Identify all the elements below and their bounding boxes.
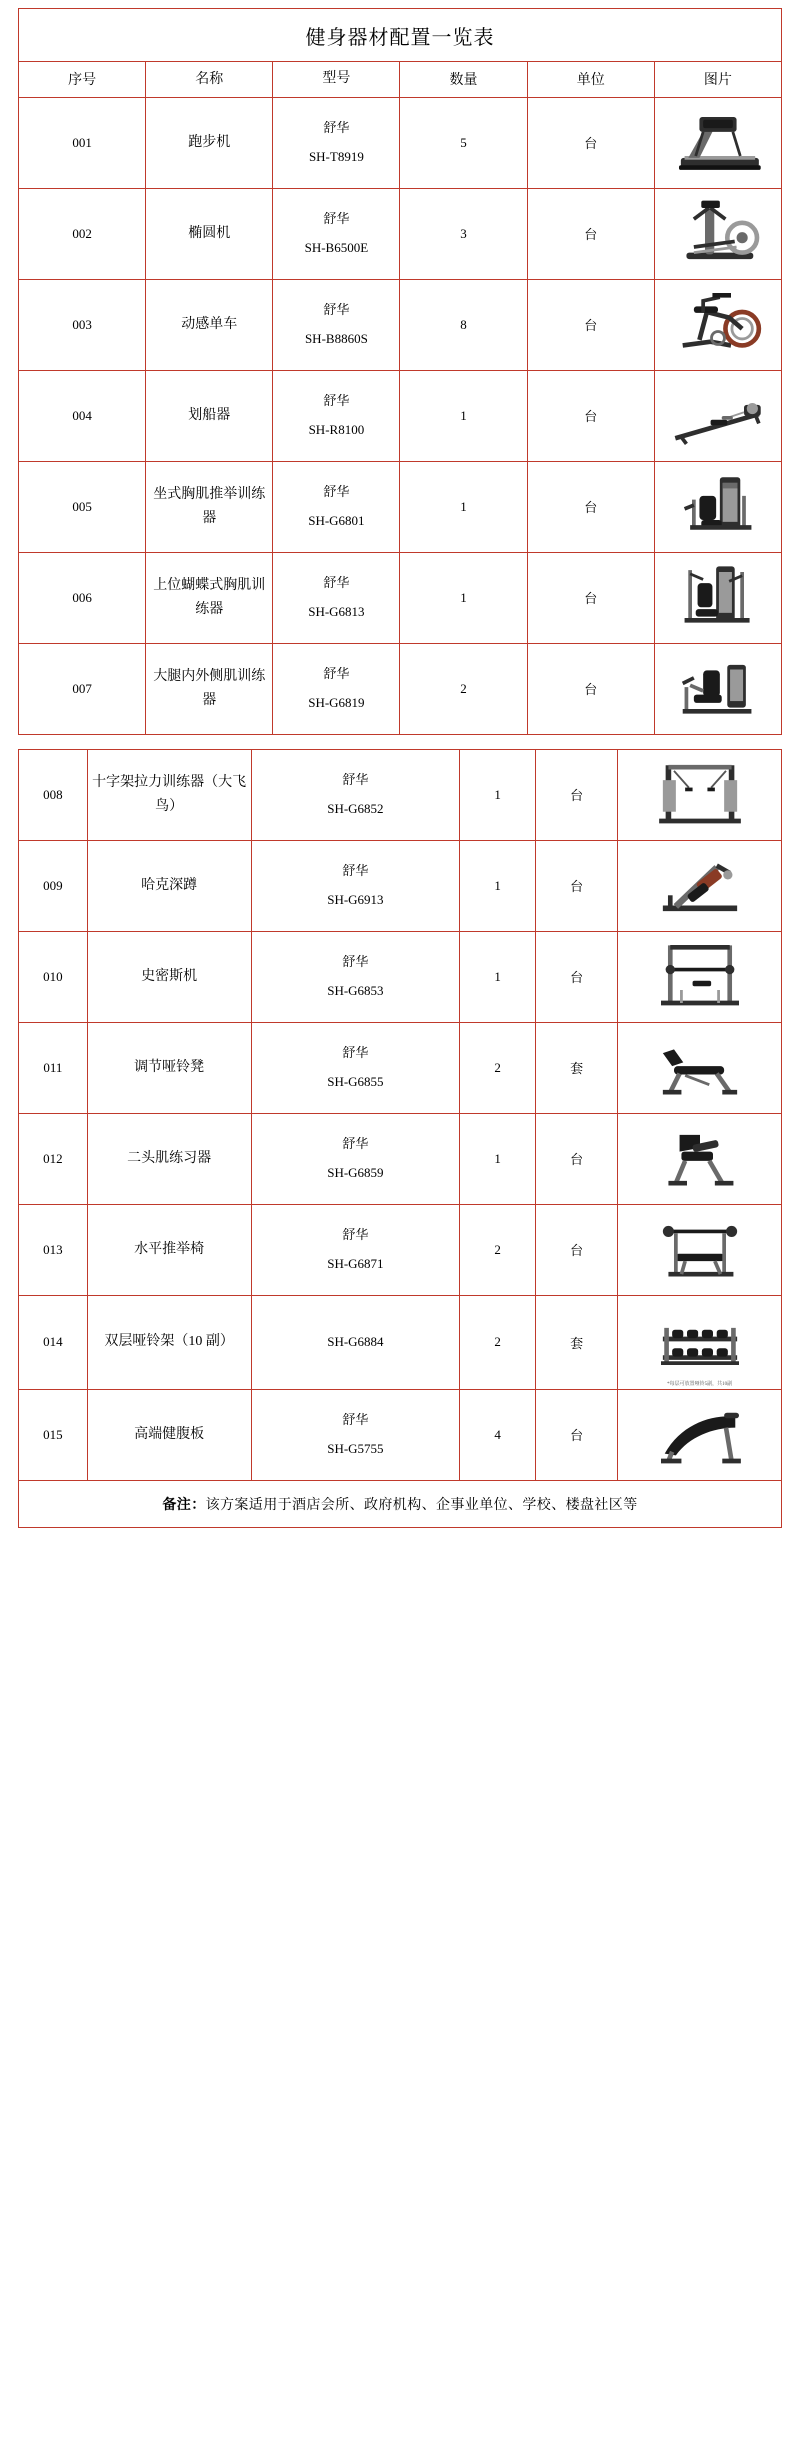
cell-model [273, 188, 400, 279]
spin-bike-photo [662, 286, 774, 364]
cell-model [273, 279, 400, 370]
cell-image [618, 931, 782, 1022]
cell-qty: 5 [400, 97, 527, 188]
model-brand: 舒华 [323, 666, 350, 682]
cell-qty: 8 [400, 279, 527, 370]
cell-unit: 台 [527, 97, 654, 188]
cell-name: 水平推举椅 [87, 1204, 251, 1295]
model-code: SH-R8100 [308, 421, 365, 437]
cell-qty: 1 [460, 931, 536, 1022]
model-brand: 舒华 [323, 120, 350, 136]
cell-no: 010 [19, 931, 88, 1022]
cell-unit: 套 [535, 1022, 617, 1113]
cell-unit: 台 [535, 840, 617, 931]
table-row [19, 931, 782, 1022]
elliptical-photo [662, 195, 774, 273]
cell-name: 二头肌练习器 [87, 1113, 251, 1204]
cell-name: 跑步机 [146, 97, 273, 188]
cell-qty: 1 [400, 370, 527, 461]
column-header-image: 图片 [654, 62, 781, 98]
cell-unit: 台 [535, 931, 617, 1022]
model-code: SH-G6853 [327, 982, 384, 998]
chest-press-photo [662, 468, 774, 546]
cell-unit: 台 [535, 1389, 617, 1480]
cell-qty: 4 [460, 1389, 536, 1480]
hip-adductor-photo [662, 650, 774, 728]
cell-image [654, 643, 781, 734]
table-row [19, 840, 782, 931]
cell-qty: 1 [460, 1113, 536, 1204]
cell-no: 002 [19, 188, 146, 279]
model-code: SH-G6819 [308, 694, 365, 710]
cell-model [251, 1389, 460, 1480]
column-header-qty: 数量 [400, 62, 527, 98]
cell-image [618, 749, 782, 840]
cell-image [618, 1295, 782, 1389]
cell-qty: 2 [460, 1022, 536, 1113]
model-brand: 舒华 [323, 575, 350, 591]
model-code: SH-B8860S [304, 330, 368, 346]
cell-unit: 台 [535, 749, 617, 840]
biceps-curl-bench-photo [644, 1120, 756, 1198]
cell-no: 001 [19, 97, 146, 188]
cell-model [251, 1022, 460, 1113]
model-brand: 舒华 [342, 1045, 369, 1061]
rowing-machine-photo [662, 377, 774, 455]
table-row [19, 461, 782, 552]
table-row [19, 1204, 782, 1295]
table-row [19, 370, 782, 461]
cell-image [618, 840, 782, 931]
model-brand: 舒华 [323, 393, 350, 409]
cell-model [251, 749, 460, 840]
cell-name: 椭圆机 [146, 188, 273, 279]
cell-no: 007 [19, 643, 146, 734]
hack-squat-photo [644, 847, 756, 925]
model-code: SH-G5755 [327, 1440, 384, 1456]
cell-unit: 台 [527, 461, 654, 552]
cell-name: 划船器 [146, 370, 273, 461]
cell-model [273, 552, 400, 643]
column-header-name: 名称 [146, 62, 273, 98]
title-row [19, 9, 782, 62]
cell-image [618, 1204, 782, 1295]
cell-no: 009 [19, 840, 88, 931]
cell-model [273, 643, 400, 734]
table-row [19, 279, 782, 370]
cell-unit: 台 [527, 643, 654, 734]
cell-image [654, 279, 781, 370]
cell-image [654, 552, 781, 643]
cell-unit: 台 [527, 279, 654, 370]
model-code: SH-G6855 [327, 1073, 384, 1089]
cell-unit: 台 [527, 188, 654, 279]
model-code: SH-G6884 [327, 1334, 384, 1349]
model-code: SH-G6813 [308, 603, 365, 619]
image-caption: *每层可放置哑铃5副，共10副 [667, 1381, 733, 1387]
note-prefix: 备注： [162, 1497, 206, 1513]
model-code: SH-G6852 [327, 800, 384, 816]
column-header-unit: 单位 [527, 62, 654, 98]
model-brand: 舒华 [342, 863, 369, 879]
model-brand: 舒华 [342, 1412, 369, 1428]
cell-no: 008 [19, 749, 88, 840]
cell-name: 坐式胸肌推举训练器 [146, 461, 273, 552]
dumbbell-rack-photo [644, 1300, 756, 1378]
cell-image [654, 370, 781, 461]
table-row [19, 188, 782, 279]
table-row [19, 1022, 782, 1113]
model-brand: 舒华 [342, 772, 369, 788]
page-title: 健身器材配置一览表 [19, 9, 782, 62]
cell-model [273, 370, 400, 461]
table-row [19, 97, 782, 188]
table-row [19, 643, 782, 734]
cell-name: 大腿内外侧肌训练器 [146, 643, 273, 734]
cell-model [251, 1204, 460, 1295]
model-brand: 舒华 [342, 1136, 369, 1152]
table-row [19, 1113, 782, 1204]
table-row [19, 1295, 782, 1389]
cell-no: 012 [19, 1113, 88, 1204]
table-row [19, 749, 782, 840]
table-body-part2 [19, 749, 782, 1480]
cell-model [251, 931, 460, 1022]
cell-qty: 1 [460, 840, 536, 931]
cell-name: 上位蝴蝶式胸肌训练器 [146, 552, 273, 643]
cell-name: 十字架拉力训练器（大飞鸟） [87, 749, 251, 840]
cell-qty: 2 [460, 1204, 536, 1295]
model-code: SH-G6801 [308, 512, 365, 528]
model-brand: 舒华 [342, 1227, 369, 1243]
smith-machine-photo [644, 938, 756, 1016]
cell-qty: 2 [460, 1295, 536, 1389]
cell-model [251, 1295, 460, 1389]
cell-qty: 1 [460, 749, 536, 840]
cell-qty: 1 [400, 552, 527, 643]
cell-model [273, 461, 400, 552]
cell-model [273, 97, 400, 188]
cell-no: 003 [19, 279, 146, 370]
cell-image [618, 1113, 782, 1204]
cell-name: 调节哑铃凳 [87, 1022, 251, 1113]
column-header-no: 序号 [19, 62, 146, 98]
model-brand: 舒华 [342, 954, 369, 970]
cell-no: 011 [19, 1022, 88, 1113]
cell-image [654, 188, 781, 279]
cell-qty: 1 [400, 461, 527, 552]
equipment-table-part1 [18, 8, 782, 735]
model-brand: 舒华 [323, 211, 350, 227]
equipment-table-part2 [18, 749, 782, 1528]
cell-name: 高端健腹板 [87, 1389, 251, 1480]
cell-qty: 2 [400, 643, 527, 734]
model-code: SH-T8919 [308, 148, 364, 164]
cell-image [654, 97, 781, 188]
cell-unit: 台 [527, 552, 654, 643]
treadmill-photo [662, 104, 774, 182]
table-body-part1 [19, 97, 782, 734]
cell-name: 史密斯机 [87, 931, 251, 1022]
note-row [19, 1480, 782, 1527]
cell-name: 双层哑铃架（10 副） [87, 1295, 251, 1389]
flat-bench-press-photo [644, 1211, 756, 1289]
cell-name: 哈克深蹲 [87, 840, 251, 931]
cable-crossover-photo [644, 756, 756, 834]
cell-image [654, 461, 781, 552]
note-cell [19, 1480, 782, 1527]
column-header-model: 型号 [273, 62, 400, 98]
pec-fly-photo [662, 559, 774, 637]
cell-unit: 台 [535, 1204, 617, 1295]
cell-image [618, 1022, 782, 1113]
model-code: SH-G6871 [327, 1255, 384, 1271]
cell-no: 004 [19, 370, 146, 461]
cell-unit: 套 [535, 1295, 617, 1389]
cell-no: 006 [19, 552, 146, 643]
cell-no: 014 [19, 1295, 88, 1389]
model-brand: 舒华 [323, 484, 350, 500]
note-text: 该方案适用于酒店会所、政府机构、企事业单位、学校、楼盘社区等 [205, 1497, 638, 1513]
table-row [19, 552, 782, 643]
table-gap [18, 735, 782, 749]
header-row [19, 62, 782, 98]
cell-no: 013 [19, 1204, 88, 1295]
cell-model [251, 840, 460, 931]
cell-unit: 台 [535, 1113, 617, 1204]
ab-bench-photo [644, 1396, 756, 1474]
cell-no: 005 [19, 461, 146, 552]
model-code: SH-B6500E [304, 239, 369, 255]
adjustable-bench-photo [644, 1029, 756, 1107]
model-code: SH-G6859 [327, 1164, 384, 1180]
cell-image [618, 1389, 782, 1480]
cell-no: 015 [19, 1389, 88, 1480]
cell-qty: 3 [400, 188, 527, 279]
table-row [19, 1389, 782, 1480]
cell-name: 动感单车 [146, 279, 273, 370]
cell-unit: 台 [527, 370, 654, 461]
model-brand: 舒华 [323, 302, 350, 318]
model-code: SH-G6913 [327, 891, 384, 907]
cell-model [251, 1113, 460, 1204]
